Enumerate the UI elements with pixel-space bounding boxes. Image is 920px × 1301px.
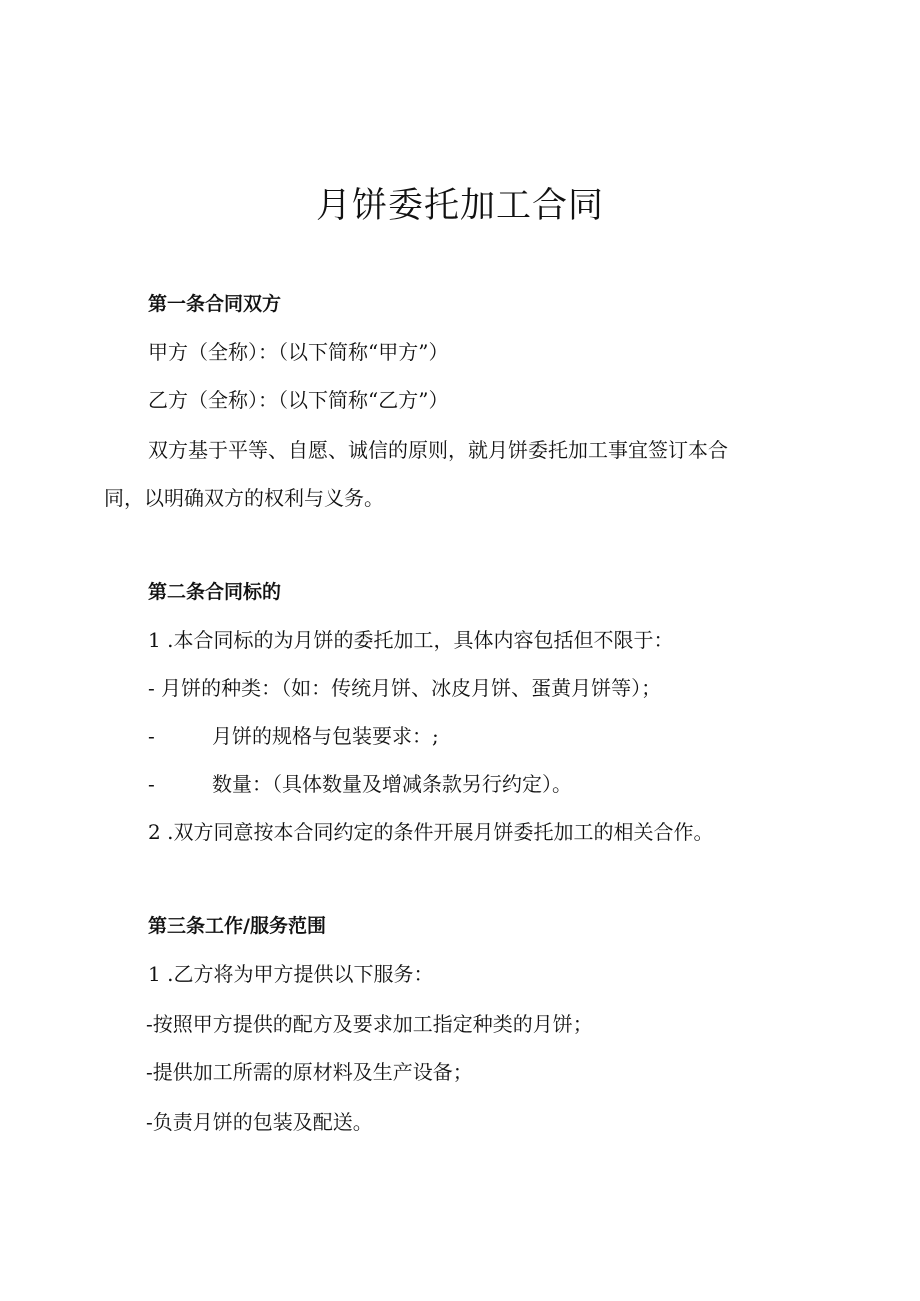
- quantity-line: [148, 770, 572, 798]
- list-dash: -: [148, 724, 155, 748]
- service-item-3: -负责月饼的包装及配送。: [146, 1110, 373, 1134]
- mooncake-spec-line: [148, 722, 439, 750]
- mooncake-types-line: - 月饼的种类：（如：传统月饼、冰皮月饼、蛋黄月饼等）；: [148, 676, 662, 700]
- intro-paragraph-line-2: 同，以明确双方的权利与义务。: [104, 486, 384, 510]
- article-2-heading: 第二条合同标的: [148, 581, 282, 603]
- mooncake-spec-text: 月饼的规格与包装要求：;: [212, 724, 439, 748]
- document-title: 月饼委托加工合同: [315, 186, 604, 226]
- list-dash: -: [148, 772, 155, 796]
- party-b-line: 乙方（全称）：（以下简称“乙方”）: [148, 388, 449, 412]
- article-3-heading: 第三条工作/服务范围: [148, 915, 326, 937]
- intro-paragraph-line-1: 双方基于平等、自愿、诚信的原则，就月饼委托加工事宜签订本合: [148, 438, 728, 462]
- quantity-text: 数量：（具体数量及增减条款另行约定）。: [212, 772, 572, 796]
- article-3-item-1: 1 .乙方将为甲方提供以下服务：: [148, 962, 434, 986]
- party-a-line: 甲方（全称）：（以下简称“甲方”）: [148, 340, 449, 364]
- article-2-item-1: 1 .本合同标的为月饼的委托加工，具体内容包括但不限于：: [148, 628, 674, 652]
- article-1-heading: 第一条合同双方: [148, 293, 282, 315]
- service-item-2: -提供加工所需的原材料及生产设备；: [146, 1060, 473, 1084]
- article-2-item-2: 2 .双方同意按本合同约定的条件开展月饼委托加工的相关合作。: [148, 820, 714, 844]
- service-item-1: -按照甲方提供的配方及要求加工指定种类的月饼；: [146, 1012, 593, 1036]
